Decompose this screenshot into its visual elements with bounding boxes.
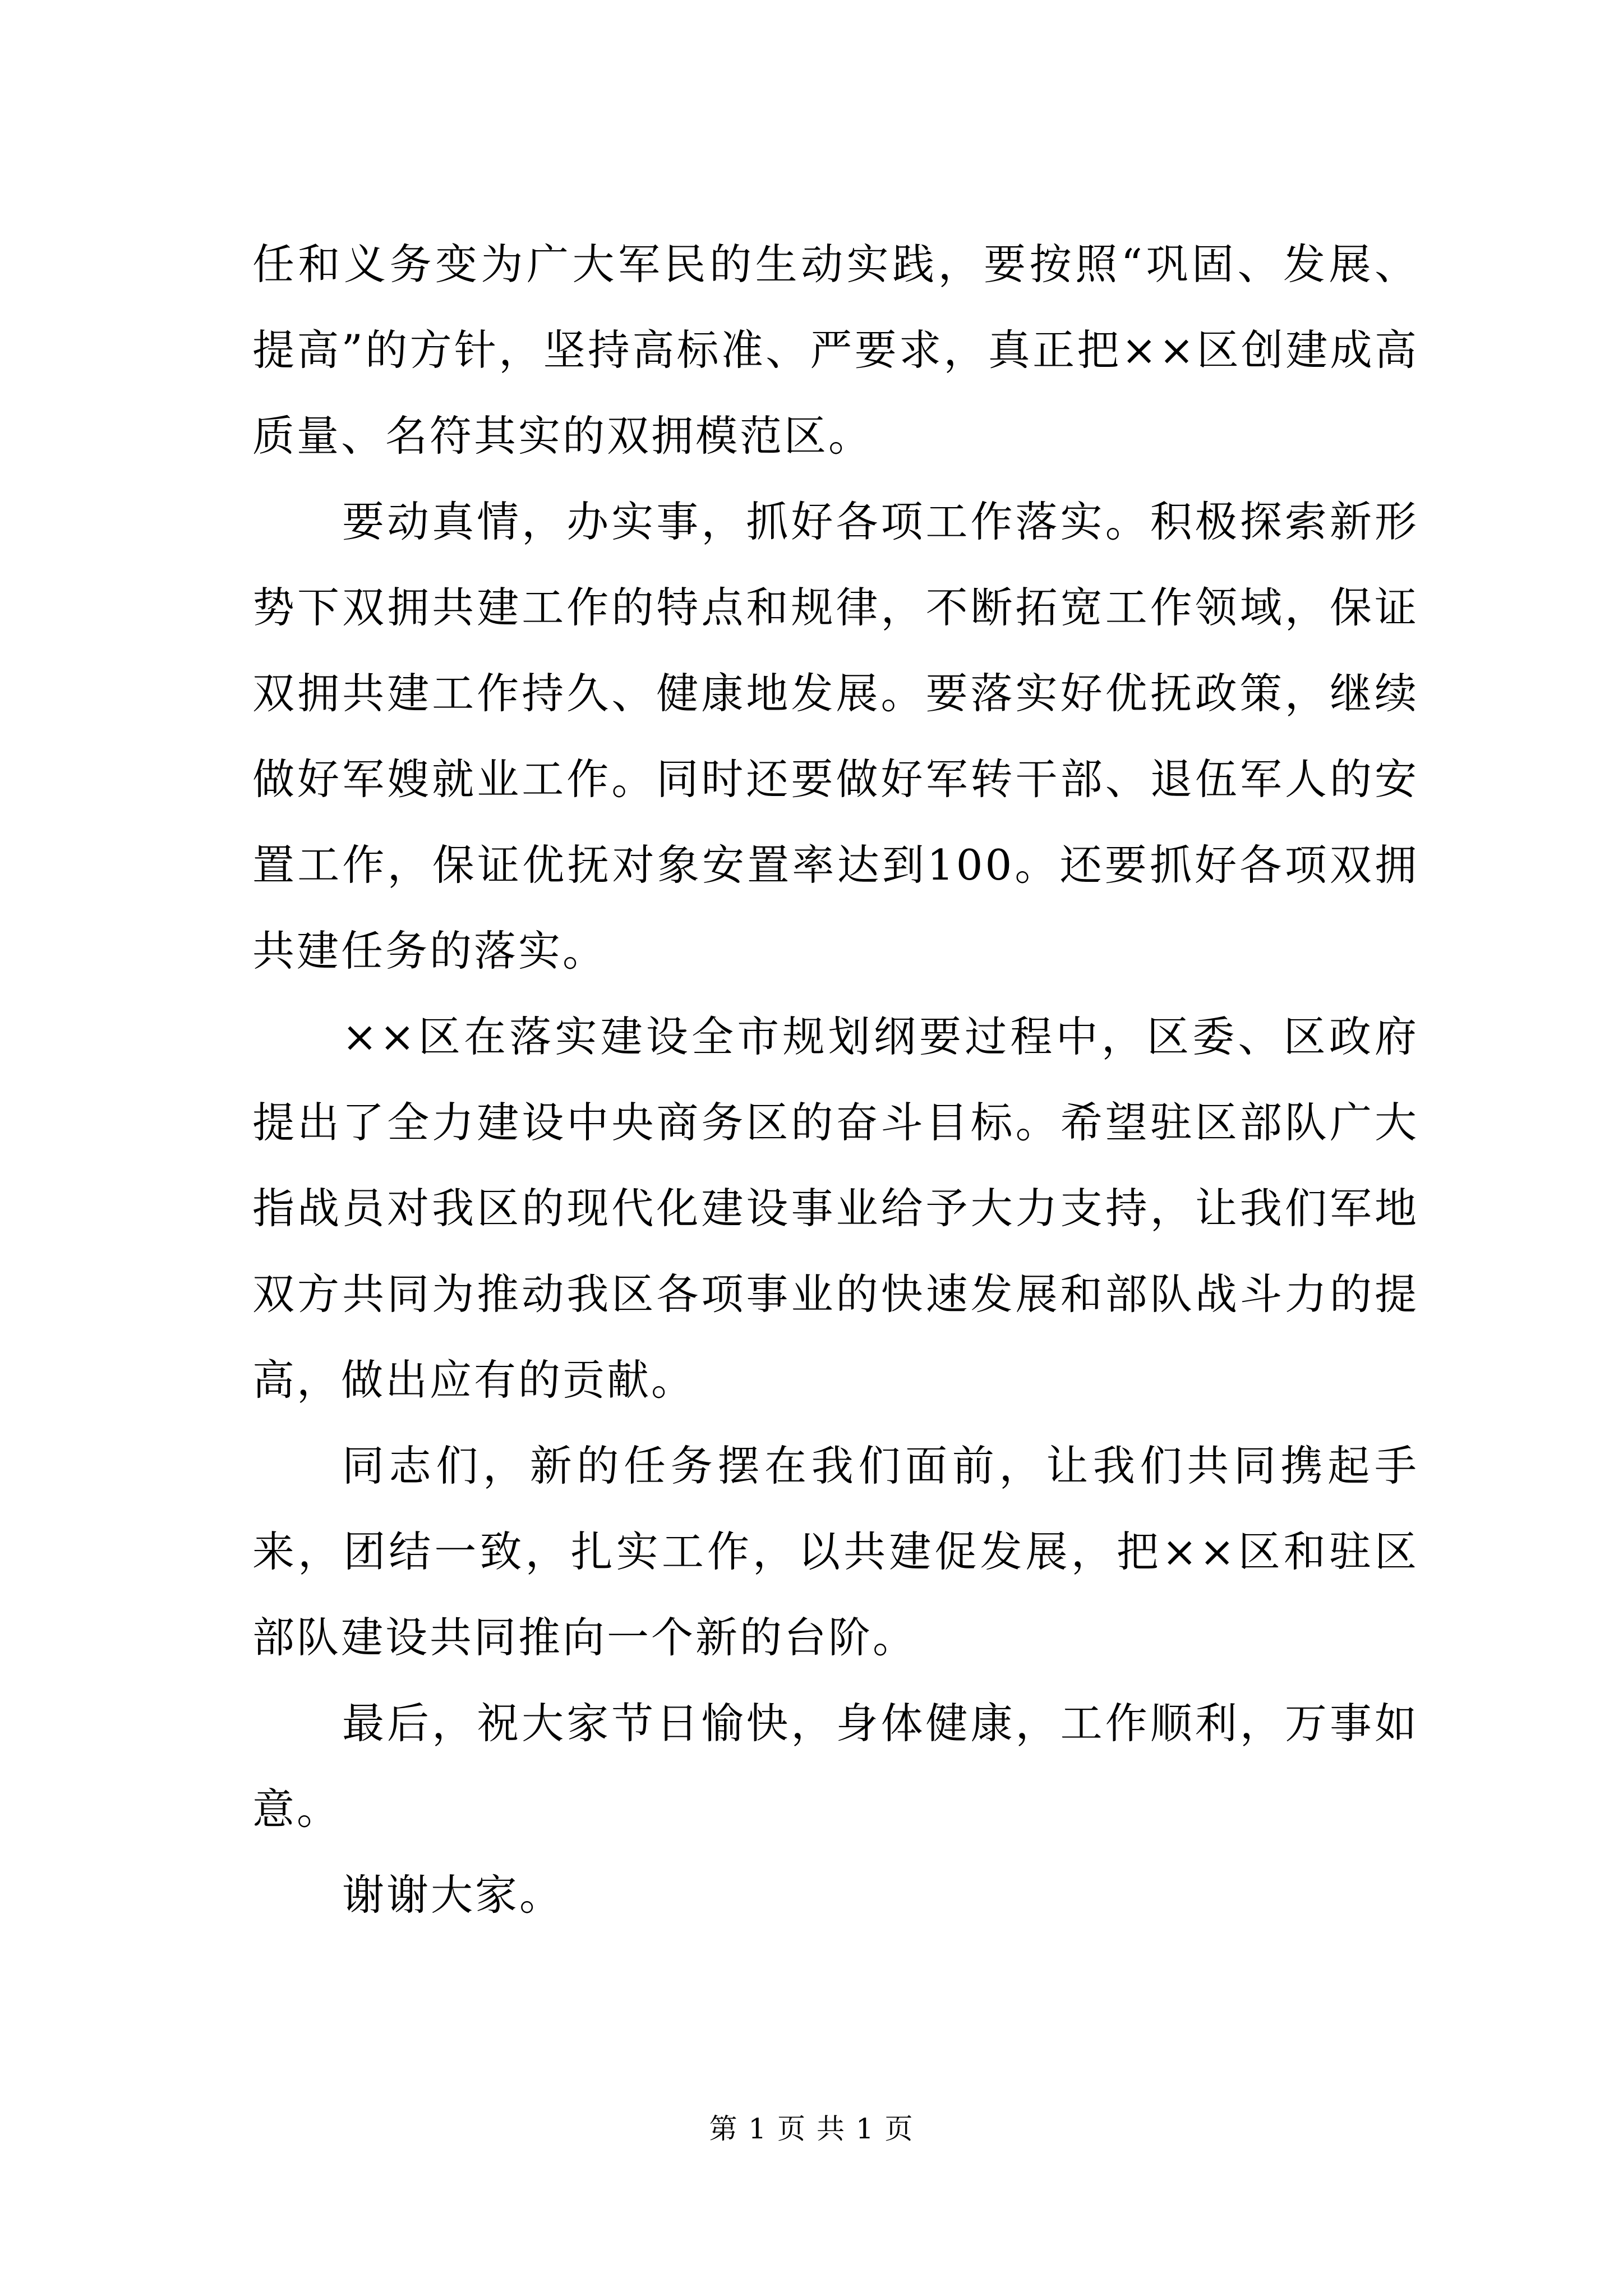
- paragraph-1: 任和义务变为广大军民的生动实践，要按照“巩固、发展、提高”的方针，坚持高标准、严要求，真正把××区创建成高质量、名符其实的双拥模范区。: [252, 240, 1419, 461]
- document-body: [252, 222, 1419, 1938]
- paragraph-3: ××区在落实建设全市规划纲要过程中，区委、区政府提出了全力建设中央商务区的奋斗目标。希望驻区部队广大指战员对我区的现代化建设事业给予大力支持，让我们军地双方共同为推动我区各项事业的快速发展和部队战斗力的提高，做出应有的贡献。: [252, 1012, 1419, 1405]
- paragraph-4: 同志们，新的任务摆在我们面前，让我们共同携起手来，团结一致，扎实工作，以共建促发展，把××区和驻区部队建设共同推向一个新的台阶。: [252, 1441, 1419, 1662]
- paragraph-2: 要动真情，办实事，抓好各项工作落实。积极探索新形势下双拥共建工作的特点和规律，不断拓宽工作领域，保证双拥共建工作持久、健康地发展。要落实好优抚政策，继续做好军嫂就业工作。同时还要做好军转干部、退伍军人的安置工作，保证优抚对象安置率达到100。还要抓好各项双拥共建任务的落实。: [252, 497, 1419, 976]
- page-number-footer: 第 1 页 共 1 页: [709, 2113, 914, 2145]
- paragraph-6: 谢谢大家。: [342, 1870, 564, 1920]
- paragraph-5: 最后，祝大家节日愉快，身体健康，工作顺利，万事如意。: [252, 1699, 1419, 1834]
